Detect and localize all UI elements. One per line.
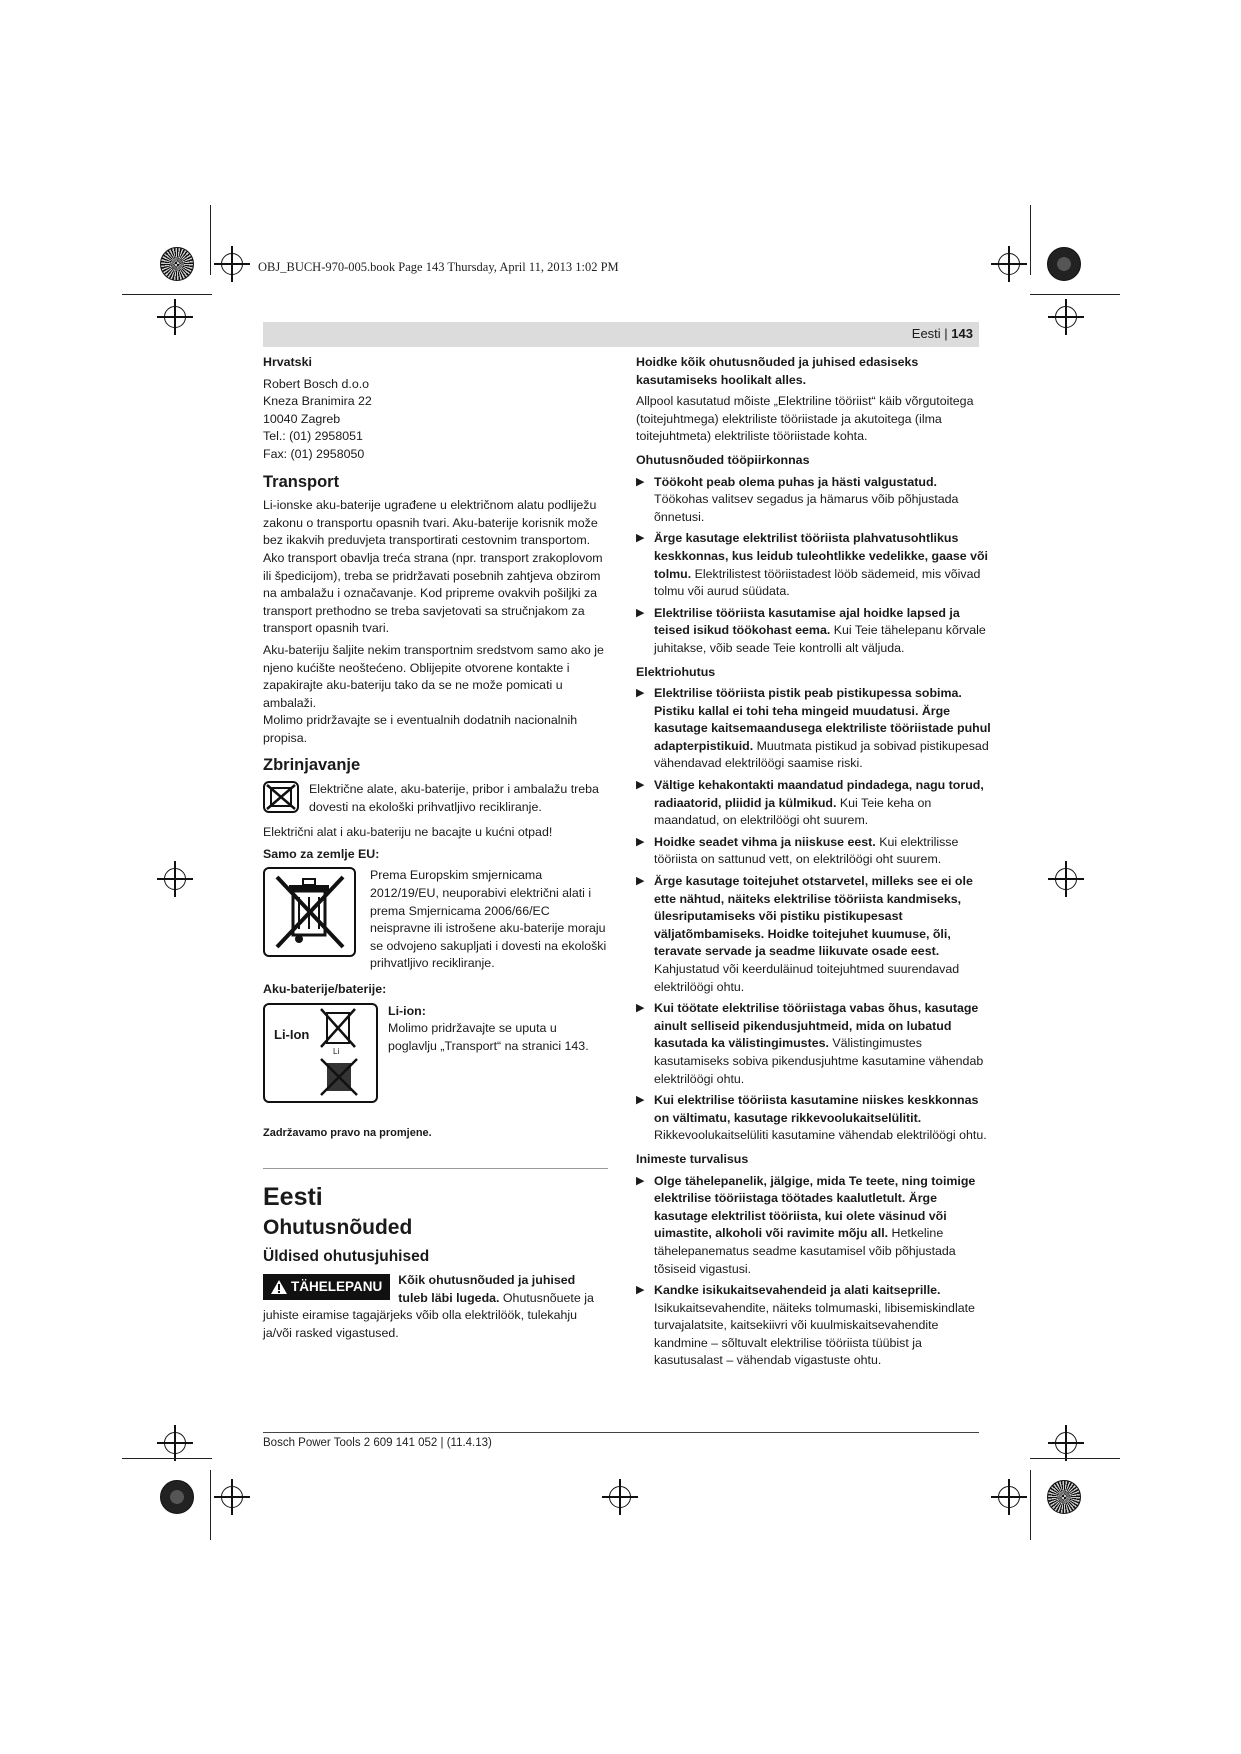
warning-label: TÄHELEPANU [291, 1279, 383, 1295]
crop-line [1030, 1458, 1120, 1459]
list-item [636, 1173, 993, 1279]
crossed-bin-icon [263, 867, 356, 957]
item-bold: Hoidke seadet vihma ja niiskuse eest. [654, 834, 876, 849]
bullet-arrow-icon: ▶ [636, 475, 645, 488]
item-text: Kahjustatud või keerduläinud toitejuhtmed suurendavad elektrilöögi ohtu. [654, 962, 960, 994]
safety-title: Ohutusnõuded [263, 1215, 413, 1239]
crosshair-mark [998, 1486, 1020, 1508]
warning-bold: Kõik ohutusnõuded ja juhised tuleb läbi lugeda. [398, 1272, 576, 1305]
crosshair-mark [1055, 868, 1077, 890]
list-item [636, 1092, 993, 1145]
liion-small-text: Li [333, 1046, 340, 1056]
liion-block [388, 1003, 608, 1056]
transport-heading: Transport [263, 472, 340, 491]
page-footer: Bosch Power Tools 2 609 141 052 | (11.4.13) [263, 1437, 492, 1449]
footer-rule [263, 1432, 979, 1433]
disposal-icon-text: Električne alate, aku-baterije, pribor i ambalažu treba dovesti na ekološki prihvatljivo recikliranje. [309, 782, 599, 814]
list-item [636, 834, 993, 869]
header-language: Eesti [911, 326, 941, 341]
left-column [263, 354, 608, 1342]
item-text: Elektrilistest tööriistadest lööb sädemeid, mis võivad tolmu või aurud süüdata. [654, 566, 981, 599]
liion-battery-icon [263, 1003, 378, 1103]
transport-paragraph: Aku-bateriju šaljite nekim transportnim sredstvom samo ako je njeno kućište neoštećeno. Oblijepite otvorene kontakte i zapakirajte aku-bateriju tako da se ne može pomicati u ambalaži. [263, 642, 604, 710]
item-text: Töökohas valitsev segadus ja hämarus võib põhjustada õnnetusi. [654, 492, 959, 524]
bullet-arrow-icon: ▶ [636, 835, 645, 848]
crop-line [1030, 205, 1031, 275]
batteries-label: Aku-baterije/baterije: [263, 982, 387, 996]
crosshair-mark [164, 1432, 186, 1454]
item-text: Isikukaitsevahendite, näiteks tolmumaski, libisemiskindlate turvajalatsite, kaitsekiivri või kuulmiskaitsevahendite kandmine – sõltuvalt elektrilise tööriista tüübist ja kasutusalast – vähendab vigastuste ohtu. [654, 1300, 975, 1368]
address-block [263, 376, 608, 464]
item-bold: Kandke isikukaitsevahendeid ja alati kaitseprille. [654, 1283, 941, 1298]
recycle-icon [263, 781, 299, 813]
eu-row [263, 867, 608, 973]
item-text: Kui Teie tähelepanu kõrvale juhitakse, võib seade Teie kontrolli alt väljuda. [654, 623, 986, 655]
personal-safety-heading: Inimeste turvalisus [636, 1151, 749, 1166]
liion-text: Molimo pridržavajte se uputa u poglavlju „Transport“ na stranici 143. [388, 1021, 589, 1053]
crosshair-mark [1055, 306, 1077, 328]
disposal-row [263, 781, 608, 816]
general-safety-title: Üldised ohutusjuhised [263, 1248, 430, 1266]
liion-badge-text: Li-Ion [274, 1026, 310, 1042]
address-line: Tel.: (01) 2958051 [263, 429, 363, 444]
eu-directive-text: Prema Europskim smjernicama 2012/19/EU, neuporabivi električni alati i prema Smjernicama 2006/66/EC neispravne ili istrošene aku-baterije moraju se odvojeno sakupljati i dovesti na ekološki prihvatljivo recikliranje. [370, 868, 607, 971]
header-title: Eesti | 143 [911, 326, 973, 341]
language-title: Eesti [263, 1183, 323, 1212]
list-item [636, 474, 993, 527]
bullet-arrow-icon: ▶ [636, 687, 645, 700]
list-item [636, 873, 993, 996]
reserve-note: Zadržavamo pravo na promjene. [263, 1126, 432, 1139]
liion-row [263, 1003, 608, 1103]
warning-text: Ohutusnõuete ja juhiste eiramise tagajärjeks võib olla elektrilöök, tulekahju ja/või rasked vigastused. [263, 1290, 594, 1340]
registration-rosette [160, 1480, 194, 1514]
item-bold: Ärge kasutage elektrilist tööriista plahvatusohtlikus keskkonnas, kus leidub tuleohtlikke vedelikke, gaase või tolmu. [654, 531, 989, 581]
list-item [636, 685, 993, 773]
warning-badge [263, 1274, 390, 1300]
crosshair-mark [221, 253, 243, 275]
warning-block [263, 1272, 608, 1342]
bullet-arrow-icon: ▶ [636, 606, 645, 619]
country-heading: Hrvatski [263, 355, 312, 369]
warning-triangle-icon [271, 1280, 287, 1294]
crosshair-mark [609, 1486, 631, 1508]
address-line: 10040 Zagreb [263, 411, 341, 426]
list-item [636, 605, 993, 658]
right-column [636, 354, 993, 1374]
bullet-arrow-icon: ▶ [636, 1002, 645, 1015]
transport-paragraph: Li-ionske aku-baterije ugrađene u električnom alatu podliježu zakonu o transportu opasnih tvari. Aku-baterije korisnik može bez ikakvih preduvjeta transportirati cestovnim transportom. Ako transport obavlja treća strana (npr. transport zrakoplovom ili špedicijom), treba se pridržavati posebnih zahtjeva obzirom na ambalažu i označavanje. Kod pripreme ovakvih pošiljki za transport prethodno se treba savjetovati sa stručnjakom za transport opasnih tvari. [263, 498, 603, 636]
item-bold: Kui elektrilise tööriista kasutamine niiskes keskkonnas on vältimatu, kasutage rikkevoolukaitselülitit. [654, 1093, 979, 1125]
crop-line [1030, 1470, 1031, 1540]
item-text: Muutmata pistikud ja sobivad pistikupesad vähendavad elektrilöögi saamise riski. [654, 738, 989, 771]
bullet-arrow-icon: ▶ [636, 532, 645, 545]
item-text: Hetkeline tähelepanematus seadme kasutamisel võib põhjustada tõsiseid vigastusi. [654, 1226, 956, 1276]
bullet-arrow-icon: ▶ [636, 1094, 645, 1107]
disposal-heading: Zbrinjavanje [263, 756, 361, 775]
bullet-arrow-icon: ▶ [636, 1174, 645, 1187]
list-item [636, 777, 993, 830]
crop-line [210, 205, 211, 275]
item-text: Rikkevoolukaitselüliti kasutamine vähendab elektrilöögi ohtu. [654, 1128, 987, 1143]
address-line: Robert Bosch d.o.o [263, 376, 370, 391]
item-text: Kui elektrilisse tööriista on sattunud vett, on elektrilöögi oht suurem. [654, 834, 959, 867]
transport-paragraph: Molimo pridržavajte se i eventualnih dodatnih nacionalnih propisa. [263, 713, 578, 745]
registration-rosette [160, 247, 194, 281]
bullet-arrow-icon: ▶ [636, 779, 645, 792]
item-text: Kui Teie keha on maandatud, on elektrilöögi oht suurem. [654, 795, 932, 828]
bullet-arrow-icon: ▶ [636, 1284, 645, 1297]
item-bold: Kui töötate elektrilise tööriistaga vabas õhus, kasutage ainult selliseid pikendusjuhtmeid, mida on lubatud kasutada ka välistingimustes. [654, 1001, 979, 1051]
item-text: Välistingimustes kasutamiseks sobiva pikendusjuhtme kasutamine vähendab elektrilöögi ohtu. [654, 1036, 984, 1086]
item-bold: Ärge kasutage toitejuhet otstarvetel, milleks see ei ole ette nähtud, näiteks elektrilise tööriista kandmiseks, ülesriputamiseks või pistiku pistikupesast väljatõmbamiseks. Hoidke toitejuhet kuumuse, õli, teravate servade ja seadme liikuvate osade eest. [654, 874, 973, 959]
crop-line [122, 1458, 212, 1459]
section-divider [263, 1168, 608, 1169]
keep-instructions: Hoidke kõik ohutusnõuded ja juhised edasiseks kasutamiseks hoolikalt alles. [636, 355, 919, 387]
item-bold: Vältige kehakontakti maandatud pindadega, nagu torud, radiaatorid, pliidid ja külmikud. [654, 778, 984, 810]
item-bold: Elektrilise tööriista kasutamise ajal hoidke lapsed ja teised isikud töökohast eema. [654, 605, 960, 638]
list-item [636, 1000, 993, 1088]
item-bold: Elektrilise tööriista pistik peab pistikupessa sobima. Pistiku kallal ei tohi teha mingeid muudatusi. Ärge kasutage kaitsemaandusega elektriliste tööriistade puhul adapterpistikuid. [654, 686, 991, 753]
crosshair-mark [998, 253, 1020, 275]
disposal-paragraph: Električni alat i aku-bateriju ne bacajte u kućni otpad! [263, 825, 553, 840]
page-header [263, 322, 979, 347]
item-bold: Olge tähelepanelik, jälgige, mida Te teete, ning toimige elektrilise tööriistaga töötades kaalutletult. Ärge kasutage elektrilist tööriista, kui olete väsinud või uimastite, alkoholi või ravimite mõju all. [654, 1173, 976, 1241]
work-area-heading: Ohutusnõuded tööpiirkonnas [636, 452, 810, 467]
page-number: 143 [951, 326, 973, 341]
item-bold: Töökoht peab olema puhas ja hästi valgustatud. [654, 474, 937, 489]
registration-rosette [1047, 1480, 1081, 1514]
crosshair-mark [1055, 1432, 1077, 1454]
crop-line [210, 1470, 211, 1540]
list-item [636, 1282, 993, 1370]
registration-rosette [1047, 247, 1081, 281]
bullet-arrow-icon: ▶ [636, 875, 645, 888]
crosshair-mark [164, 306, 186, 328]
crosshair-mark [221, 1486, 243, 1508]
crop-line [122, 294, 212, 295]
eu-only-label: Samo za zemlje EU: [263, 846, 380, 861]
definition-paragraph: Allpool kasutatud mõiste „Elektriline tööriist“ käib võrgutoitega (toitejuhtmega) elektriliste tööriistade ja akutoitega (ilma toitejuhtmeta) elektriliste tööriistade kohta. [636, 394, 974, 444]
print-info-line: OBJ_BUCH-970-005.book Page 143 Thursday, April 11, 2013 1:02 PM [258, 260, 619, 274]
address-line: Fax: (01) 2958050 [263, 446, 365, 461]
electrical-safety-heading: Elektriohutus [636, 664, 716, 679]
crop-line [1030, 294, 1120, 295]
crosshair-mark [164, 868, 186, 890]
address-line: Kneza Branimira 22 [263, 394, 372, 409]
liion-title: Li-ion: [388, 1003, 426, 1018]
list-item [636, 530, 993, 600]
